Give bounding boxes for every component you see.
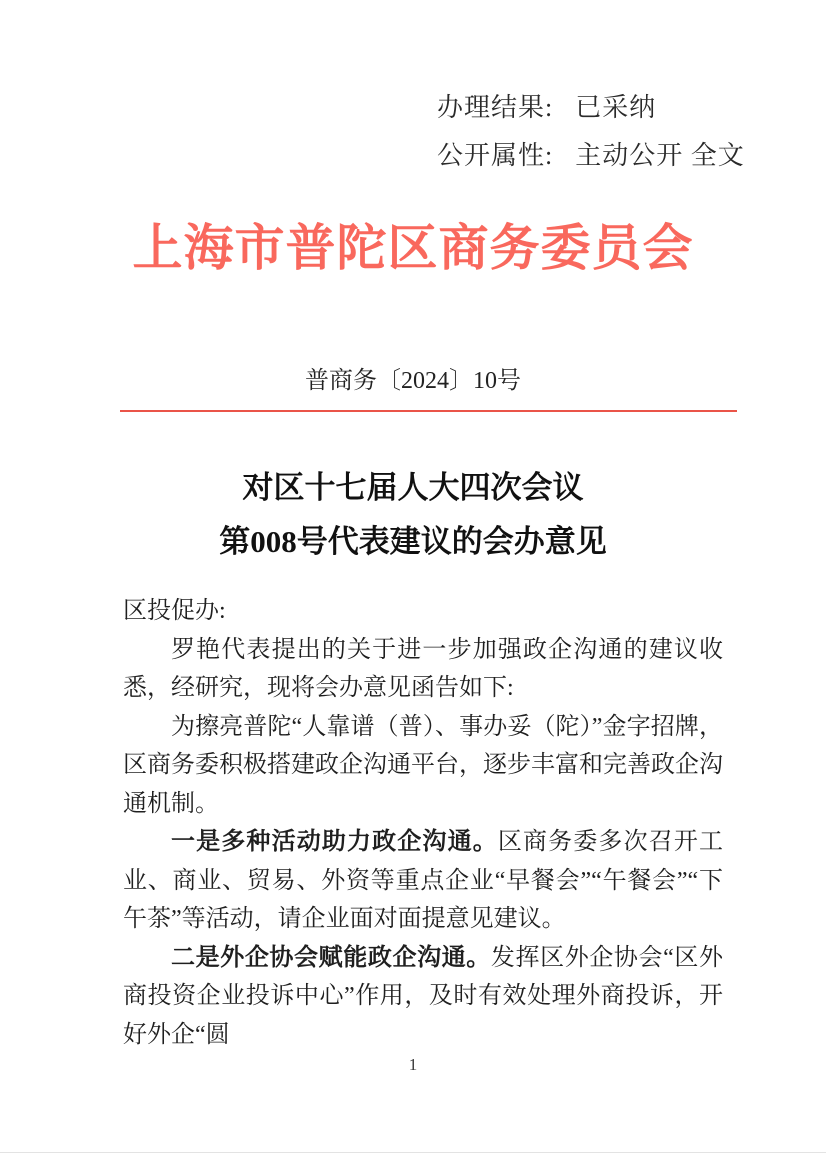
paragraph-3-text: 区商务委多次召开工业、商业、贸易、外资等重点企业“早餐会”“午餐会”“下午茶”等活动，请企业面对面提意见建议。 bbox=[123, 829, 724, 932]
issuing-org-title: 上海市普陀区商务委员会 bbox=[132, 220, 694, 276]
doc-meta-block bbox=[437, 84, 745, 180]
meta-value-result: 已采纳 bbox=[575, 93, 657, 122]
document-title-line2: 第008号代表建议的会办意见 bbox=[219, 524, 607, 559]
body-paragraph-1 bbox=[123, 631, 723, 708]
paragraph-1-text: 罗艳代表提出的关于进一步加强政企沟通的建议收悉，经研究，现将会办意见函告如下: bbox=[123, 636, 723, 701]
meta-row-result bbox=[437, 84, 745, 132]
paragraph-3-lead: 一是多种活动助力政企沟通。 bbox=[171, 829, 498, 855]
meta-label-result: 办理结果: bbox=[437, 93, 554, 122]
scan-edge-shadow bbox=[0, 1152, 826, 1153]
red-divider-line bbox=[120, 410, 737, 412]
page-number: 1 bbox=[408, 1055, 418, 1074]
document-body bbox=[123, 592, 723, 1054]
body-paragraph-4 bbox=[123, 939, 723, 1055]
doc-number: 普商务〔2024〕10号 bbox=[305, 368, 521, 394]
salutation: 区投促办: bbox=[123, 598, 226, 624]
meta-label-publicity: 公开属性: bbox=[437, 141, 554, 170]
body-paragraph-3 bbox=[123, 823, 723, 939]
meta-value-publicity: 主动公开 全文 bbox=[575, 141, 745, 170]
document-title bbox=[0, 461, 826, 569]
paragraph-4-lead: 二是外企协会赋能政企沟通。 bbox=[171, 944, 491, 971]
document-title-line1: 对区十七届人大四次会议 bbox=[242, 470, 584, 505]
paragraph-2-text: 为擦亮普陀“人靠谱（普）、事办妥（陀）”金字招牌，区商务委积极搭建政企沟通平台，逐步丰富和完善政企沟通机制。 bbox=[123, 713, 723, 817]
body-paragraph-2 bbox=[123, 708, 723, 824]
meta-row-publicity bbox=[437, 132, 745, 180]
paragraph-4-text: 发挥区外企协会“区外商投资企业投诉中心”作用，及时有效处理外商投诉，开好外企“圆 bbox=[123, 944, 724, 1048]
